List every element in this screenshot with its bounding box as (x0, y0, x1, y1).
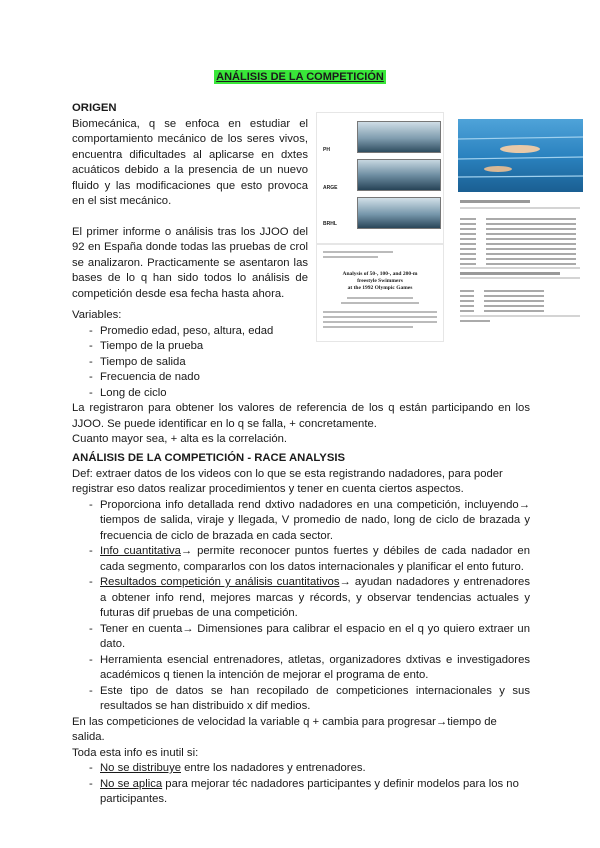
paper-title-figure (316, 244, 444, 342)
data-table-figure (456, 196, 584, 330)
row-label: PH (323, 147, 330, 153)
race-list-item: - Proporciona info detallada rend dxtivo nadadores en una competición, incluyendo→ tiempos de salida, viraje y llegada, V promedio de nado, long de ciclo de brazada y frecuencia de ciclo de brazada en cada sector. (72, 498, 530, 545)
row-label: BRHL (323, 221, 337, 227)
race-list-item: - Herramienta esencial entrenadores, atletas, organizadores dxtivas e investigadores académicos q tienen la intención de mejorar el programa de ento. (72, 653, 530, 684)
variable-item: - Tiempo de salida (72, 355, 530, 371)
useless-list (72, 761, 530, 808)
race-list-item: - Tener en cuenta→ Dimensiones para calibrar el espacio en el q yo quiero extraer un dato. (72, 622, 530, 653)
swimmer-photo (357, 159, 441, 191)
text-line (323, 311, 437, 313)
variable-item: - Long de ciclo (72, 386, 530, 402)
text-line (323, 326, 413, 328)
race-useless-paragraph: Toda esta info es inutil si: (72, 746, 199, 759)
paper-title-line: Analysis of 50-, 100-, and 200-m (342, 271, 418, 277)
pool-photo-graphic (458, 119, 583, 192)
race-list-item: - Info cuantitativa→ permite reconocer puntos fuertes y débiles de cada nadador en cada segmento, compararlos con los datos internacionales y planificar el ento futuro. (72, 544, 530, 575)
race-list-item: - Este tipo de datos se han recopilado de competiciones internacionales y sus resultados se han distribuido x dif medios. (72, 684, 530, 715)
useless-item: - No se distribuye entre los nadadores y entrenadores. (72, 761, 530, 777)
text-line (323, 251, 393, 253)
text-line (323, 256, 378, 258)
text-line (347, 297, 413, 299)
race-section (72, 451, 530, 808)
variable-item: - Frecuencia de nado (72, 370, 530, 386)
origen-heading: ORIGEN (72, 102, 117, 114)
race-intro: Def: extraer datos de los videos con lo que se esta registrando nadadores, para poder registrar eso datos realizar procedimientos y tener en cuenta ciertos aspectos. (72, 467, 503, 495)
variables-label: Variables: (72, 309, 122, 321)
text-line (323, 321, 437, 323)
text-line (341, 302, 419, 304)
paper-title-line: at the 1992 Olympic Games (347, 285, 413, 291)
origen-paragraph-1: Biomecánica, q se enfoca en estudiar el comportamiento mecánico de los seres vivos, encuentra dificultades al aplicarse en dxtes acuáticos debido a la presencia de un nuevo fluido y las modificaciones que esto provoca en el sist mecánico. (72, 117, 308, 207)
race-list-item: - Resultados competición y análisis cuantitativos→ ayudan nadadores y entrenadores a obtener info rend, mejores marcas y récords, y observar tendencias actuales y futuras dif pruebas de una competición. (72, 575, 530, 622)
origen-paragraph-3: La registraron para obtener los valores de referencia de los q están participando en los JJOO. Se puede identificar en lo q se falla, + concretamente. (72, 402, 530, 430)
race-heading: ANÁLISIS DE LA COMPETICIÓN - RACE ANALYSIS (72, 452, 346, 464)
useless-item: - No se aplica para mejorar téc nadadores participantes y definir modelos para los no participantes. (72, 777, 530, 808)
race-list (72, 498, 530, 715)
swimmer-photo (357, 121, 441, 153)
paper-title-line: freestyle Swimmers (357, 278, 403, 284)
race-speed-paragraph: En las competiciones de velocidad la variable q + cambia para progresar→tiempo de salida. (72, 715, 497, 743)
document-title: ANÁLISIS DE LA COMPETICIÓN (216, 71, 384, 83)
origen-paragraph-4: Cuanto mayor sea, + alta es la correlación. (72, 433, 288, 445)
swim-phases-figure (316, 112, 444, 244)
pool-photo (458, 119, 583, 192)
swimmer-photo (357, 197, 441, 229)
variable-item: - Promedio edad, peso, altura, edad (72, 324, 530, 340)
data-table-graphic (456, 196, 584, 330)
variables-list (72, 324, 530, 402)
origen-paragraph-2: El primer informe o análisis tras los JJOO del 92 en España donde todas las pruebas de crol se analizaron. Practicamente se asentaron las bases de lo q han sido todos lo análisis de competición desde esa fecha hasta ahora. (72, 225, 308, 300)
variable-item: - Tiempo de la prueba (72, 339, 530, 355)
text-line (323, 316, 437, 318)
row-label: ARGE (323, 185, 338, 191)
document-title-wrap (0, 70, 600, 86)
